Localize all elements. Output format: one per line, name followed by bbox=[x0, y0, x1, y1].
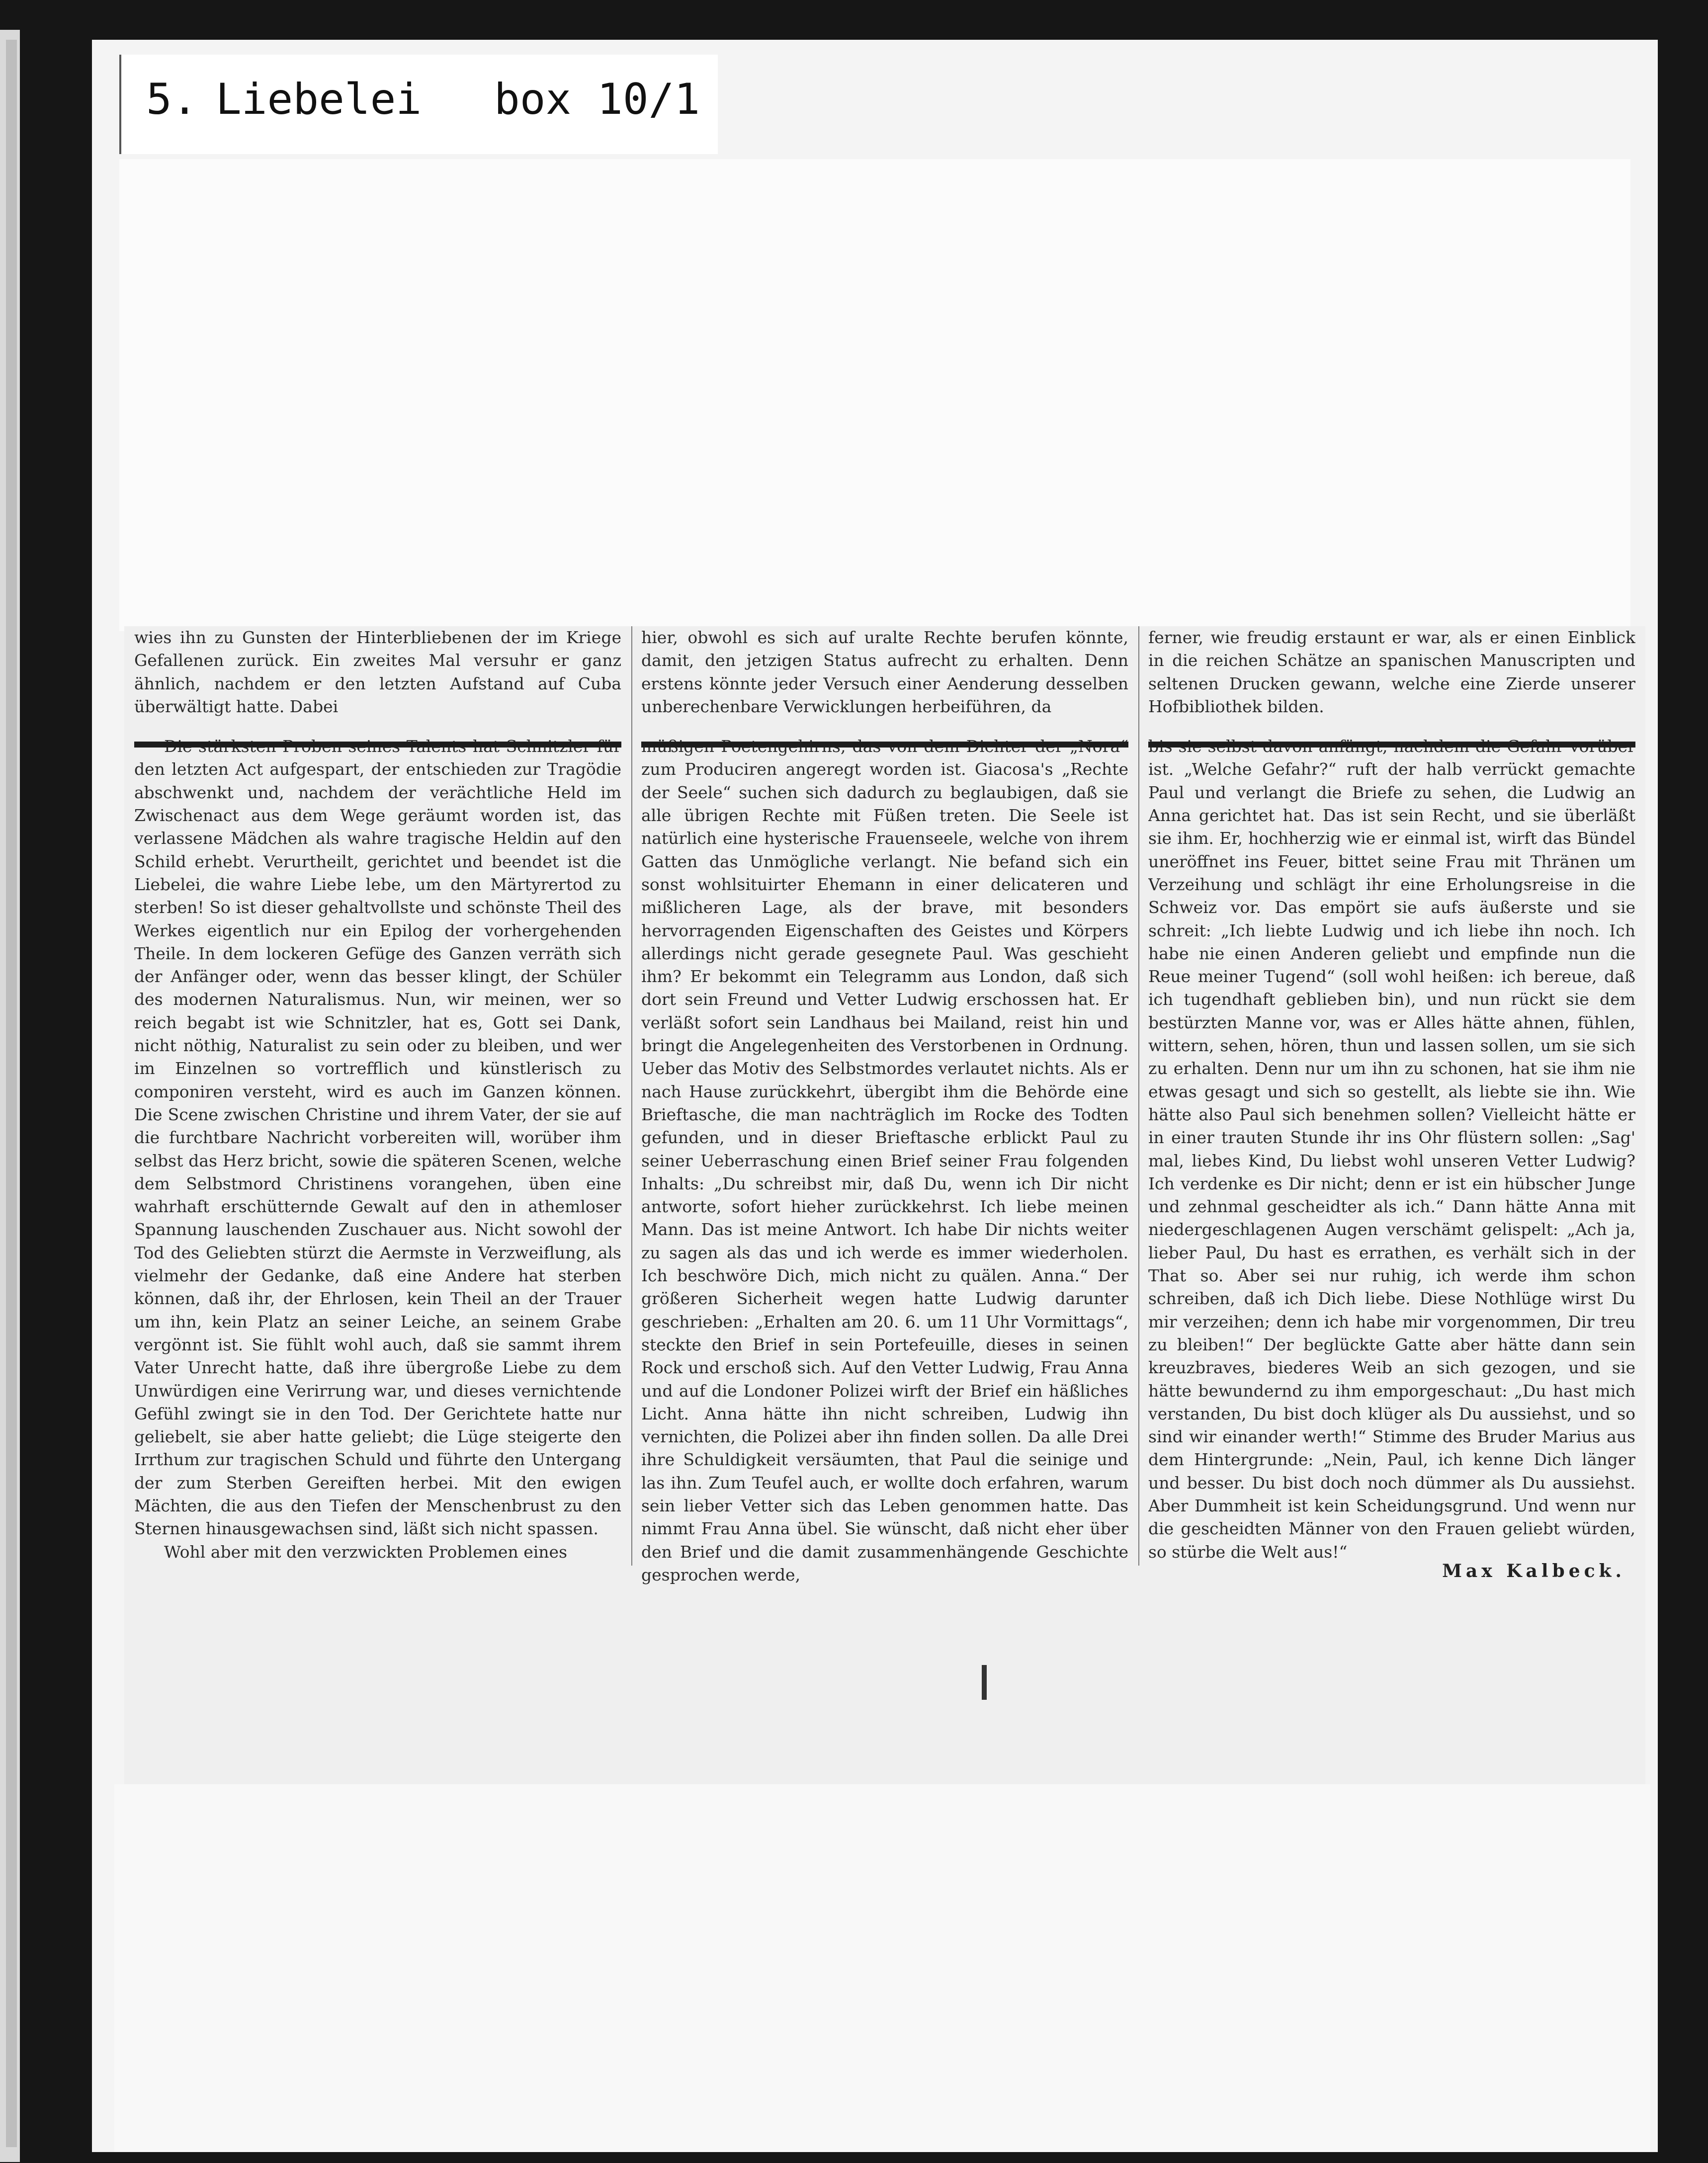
archive-label bbox=[119, 55, 718, 154]
column-1 bbox=[134, 626, 621, 1784]
column-2-rule bbox=[641, 742, 1128, 748]
column-divider-1 bbox=[631, 626, 632, 1566]
column-1-body: den letzten Act aufgespart, der entschieden zur Tragödie abschwenkt und, nachdem der verächtliche Held im Zwischenact aus dem Wege geräumt worden ist, das verlassene Mädchen als wahre tragische Heldin auf den Schild erhebt. Verurtheilt, gerichtet und beendet ist die Liebelei, die wahre Liebe lebe, um den Märtyrertod zu sterben! So ist dieser gehaltvollste und schönste Theil des Werkes eigentlich nur ein Epilog der vorhergehenden Theile. In dem lockeren Gefüge des Ganzen verräth sich der Anfänger oder, wenn das besser klingt, der Schüler des modernen Naturalismus. Nun, wir meinen, wer so reich begabt ist wie Schnitzler, hat es, Gott sei Dank, nicht nöthig, Naturalist zu sein oder zu bleiben, und wer im Einzelnen so vortrefflich und künstlerisch zu componiren versteht, wird es auch im Ganzen können. Die Scene zwischen Christine und ihrem Vater, der sie auf die furchtbare Nachricht vorbereiten will, worüber ihm selbst das Herz bricht, sowie die späteren Scenen, welche dem Selbstmord Christinens vorangehen, üben eine wahrhaft erschütternde Gewalt auf den in athemloser Spannung lauschenden Zuschauer aus. Nicht sowohl der Tod des Geliebten stürzt die Aermste in Verzweiflung, als vielmehr der Gedanke, daß eine Andere hat sterben können, daß ihr, der Ehrlosen, kein Theil an der Trauer um ihn, kein Platz an seiner Leiche, an seinem Grabe vergönnt ist. Sie fühlt wohl auch, daß sie sammt ihrem Vater Unrecht hatte, daß ihre übergroße Liebe zu dem Unwürdigen eine Verirrung war, und dieses vernichtende Gefühl zwingt sie in den Tod. Der Gerichtete hatte nur geliebelt, sie aber hatte geliebt; die Lüge steigerte den Irrthum zur tragischen Schuld und führte den Untergang der zum Sterben Gereiften herbei. Mit den ewigen Mächten, die aus den Tiefen der Menschenbrust zu den Sternen hinausgewachsen sind, läßt sich nicht spassen. bbox=[134, 759, 621, 1539]
column-1-top-text: wies ihn zu Gunsten der Hinterbliebenen der im Kriege Gefallenen zurück. Ein zweites Mal versuhr er ganz ähnlich, nachdem er den letzten Aufstand auf Cuba überwältigt hatte. Dabei bbox=[134, 628, 621, 716]
column-1-tail: Wohl aber mit den verzwickten Problemen eines bbox=[164, 1542, 567, 1562]
column-3-body: ist. „Welche Gefahr?“ ruft der halb verrückt gemachte Paul und verlangt die Briefe zu sehen, die Ludwig an Anna gerichtet hat. Das ist sein Recht, und sie überläßt sie ihm. Er, hochherzig wie er einmal ist, wirft das Bündel uneröffnet ins Feuer, bittet seine Frau mit Thränen um Verzeihung und schlägt ihr eine Erholungsreise in die Schweiz vor. Das empört sie aufs äußerste und sie schreit: „Ich liebte Ludwig und ich liebe ihn noch. Ich habe nie einen Anderen geliebt und empfinde nun die Reue meiner Tugend“ (soll wohl heißen: ich bereue, daß ich tugendhaft geblieben bin), und nun rückt sie dem bestürzten Manne vor, was er Alles hätte ahnen, fühlen, wittern, sehen, hören, thun und lassen sollen, um sie sich zu erhalten. Denn nur um ihn zu schonen, hat sie ihm nie etwas gesagt und sich so gestellt, als liebte sie ihn. Wie hätte also Paul sich benehmen sollen? Vielleicht hätte er in einer trauten Stunde ihr ins Ohr flüstern sollen: „Sag' mal, liebes Kind, Du liebst wohl unseren Vetter Ludwig? Ich verdenke es Dir nicht; denn er ist ein hübscher Junge und zehnmal gescheidter als ich.“ Dann hätte Anna mit niedergeschlagenen Augen verschämt gelispelt: „Ach ja, lieber Paul, Du hast es errathen, es verhält sich in der That so. Aber sei nur ruhig, ich werde ihm schon schreiben, daß ich Dich liebe. Diese Nothlüge wirst Du mir verzeihen; denn ich habe mir vorgenommen, Dir treu zu bleiben!“ Der beglückte Gatte aber hätte dann sein kreuzbraves, biederes Weib an sich gezogen, und sie hätte bewundernd zu ihm emporgeschaut: „Du hast mich verstanden, Du bist doch klüger als Du aussiehst, und so sind wir einander werth!“ Stimme des Bruder Marius aus dem Hintergrunde: „Nein, Paul, ich kenne Dich länger und besser. Du bist doch noch dümmer als Du aussiehst. Aber Dummheit ist kein Scheidungsgrund. Und wenn nur die gescheidten Männer von den Frauen geliebt würden, so stürbe die Welt aus!“ bbox=[1148, 759, 1635, 1562]
column-3 bbox=[1148, 626, 1635, 1784]
signature: Max Kalbeck. bbox=[1442, 1561, 1625, 1581]
column-2-top-text: hier, obwohl es sich auf uralte Rechte berufen könnte, damit, den jetzigen Status aufrecht zu erhalten. Denn erstens könnte jeder Versuch einer Aenderung desselben unberechenbare Verwicklungen herbeiführen, da bbox=[641, 628, 1128, 716]
column-3-top-text: ferner, wie freudig erstaunt er war, als er einen Einblick in die reichen Schätze an spanischen Manuscripten und seltenen Drucken gewann, welche eine Zierde unserer Hofbibliothek bilden. bbox=[1148, 628, 1635, 716]
pencil-mark bbox=[982, 1665, 987, 1700]
label-title: Liebelei bbox=[216, 75, 422, 124]
blank-mounting-paper bbox=[119, 159, 1630, 631]
column-2-body: zum Produciren angeregt worden ist. Giacosa's „Rechte der Seele“ suchen sich dadurch zu beglaubigen, daß sie alle übrigen Rechte mit Füßen treten. Die Seele ist natürlich eine hysterische Frauenseele, welche von ihrem Gatten das Unmögliche verlangt. Nie befand sich ein sonst wohlsituirter Ehemann in einer delicateren und mißlicheren Lage, als der brave, mit besonders hervorragenden Eigenschaften des Geistes und Körpers allerdings nicht gerade gesegnete Paul. Was geschieht ihm? Er bekommt ein Telegramm aus London, daß sich dort sein Freund und Vetter Ludwig erschossen hat. Er verläßt sofort sein Landhaus bei Mailand, reist hin und bringt die Angelegenheiten des Verstorbenen in Ordnung. Ueber das Motiv des Selbstmordes verlautet nichts. Als er nach Hause zurückkehrt, übergibt ihm die Behörde eine Brieftasche, die man nachträglich im Rocke des Todten gefunden, und in dieser Brieftasche erblickt Paul zu seiner Ueberraschung einen Brief seiner Frau folgenden Inhalts: „Du schreibst mir, daß Du, wenn ich Dir nicht antworte, sofort hieher zurückkehrst. Ich liebe meinen Mann. Das ist meine Antwort. Ich habe Dir nichts weiter zu sagen als das und ich werde es immer wiederholen. Ich beschwöre Dich, mich nicht zu quälen. Anna.“ Der größeren Sicherheit wegen hatte Ludwig darunter geschrieben: „Erhalten am 20. 6. um 11 Uhr Vormittags“, steckte den Brief in sein Portefeuille, dieses in seinen Rock und erschoß sich. Auf den Vetter Ludwig, Frau Anna und auf die Londoner Polizei wirft der Brief ein häßliches Licht. Anna hätte ihn nicht schreiben, Ludwig ihn vernichten, die Polizei aber ihn finden sollen. Da alle Drei ihre Schuldigkeit versäumten, that Paul die seinige und las ihn. Zum Teufel auch, er wollte doch erfahren, warum sein lieber Vetter sich das Leben genommen hatte. Das nimmt Frau Anna übel. Sie wünscht, daß nicht eher über den Brief und die damit zusammenhängende Geschichte gesprochen werde, bbox=[641, 759, 1128, 1584]
column-3-rule bbox=[1148, 742, 1635, 748]
label-box: box 10/1 bbox=[494, 75, 700, 124]
label-number: 5. bbox=[146, 75, 198, 124]
column-1-rule bbox=[134, 742, 621, 748]
adjacent-page-edge-inner bbox=[6, 40, 17, 2147]
newspaper-clipping bbox=[124, 626, 1645, 1784]
column-divider-2 bbox=[1138, 626, 1139, 1566]
blank-lower-paper bbox=[114, 1784, 1650, 2152]
column-2 bbox=[641, 626, 1128, 1784]
